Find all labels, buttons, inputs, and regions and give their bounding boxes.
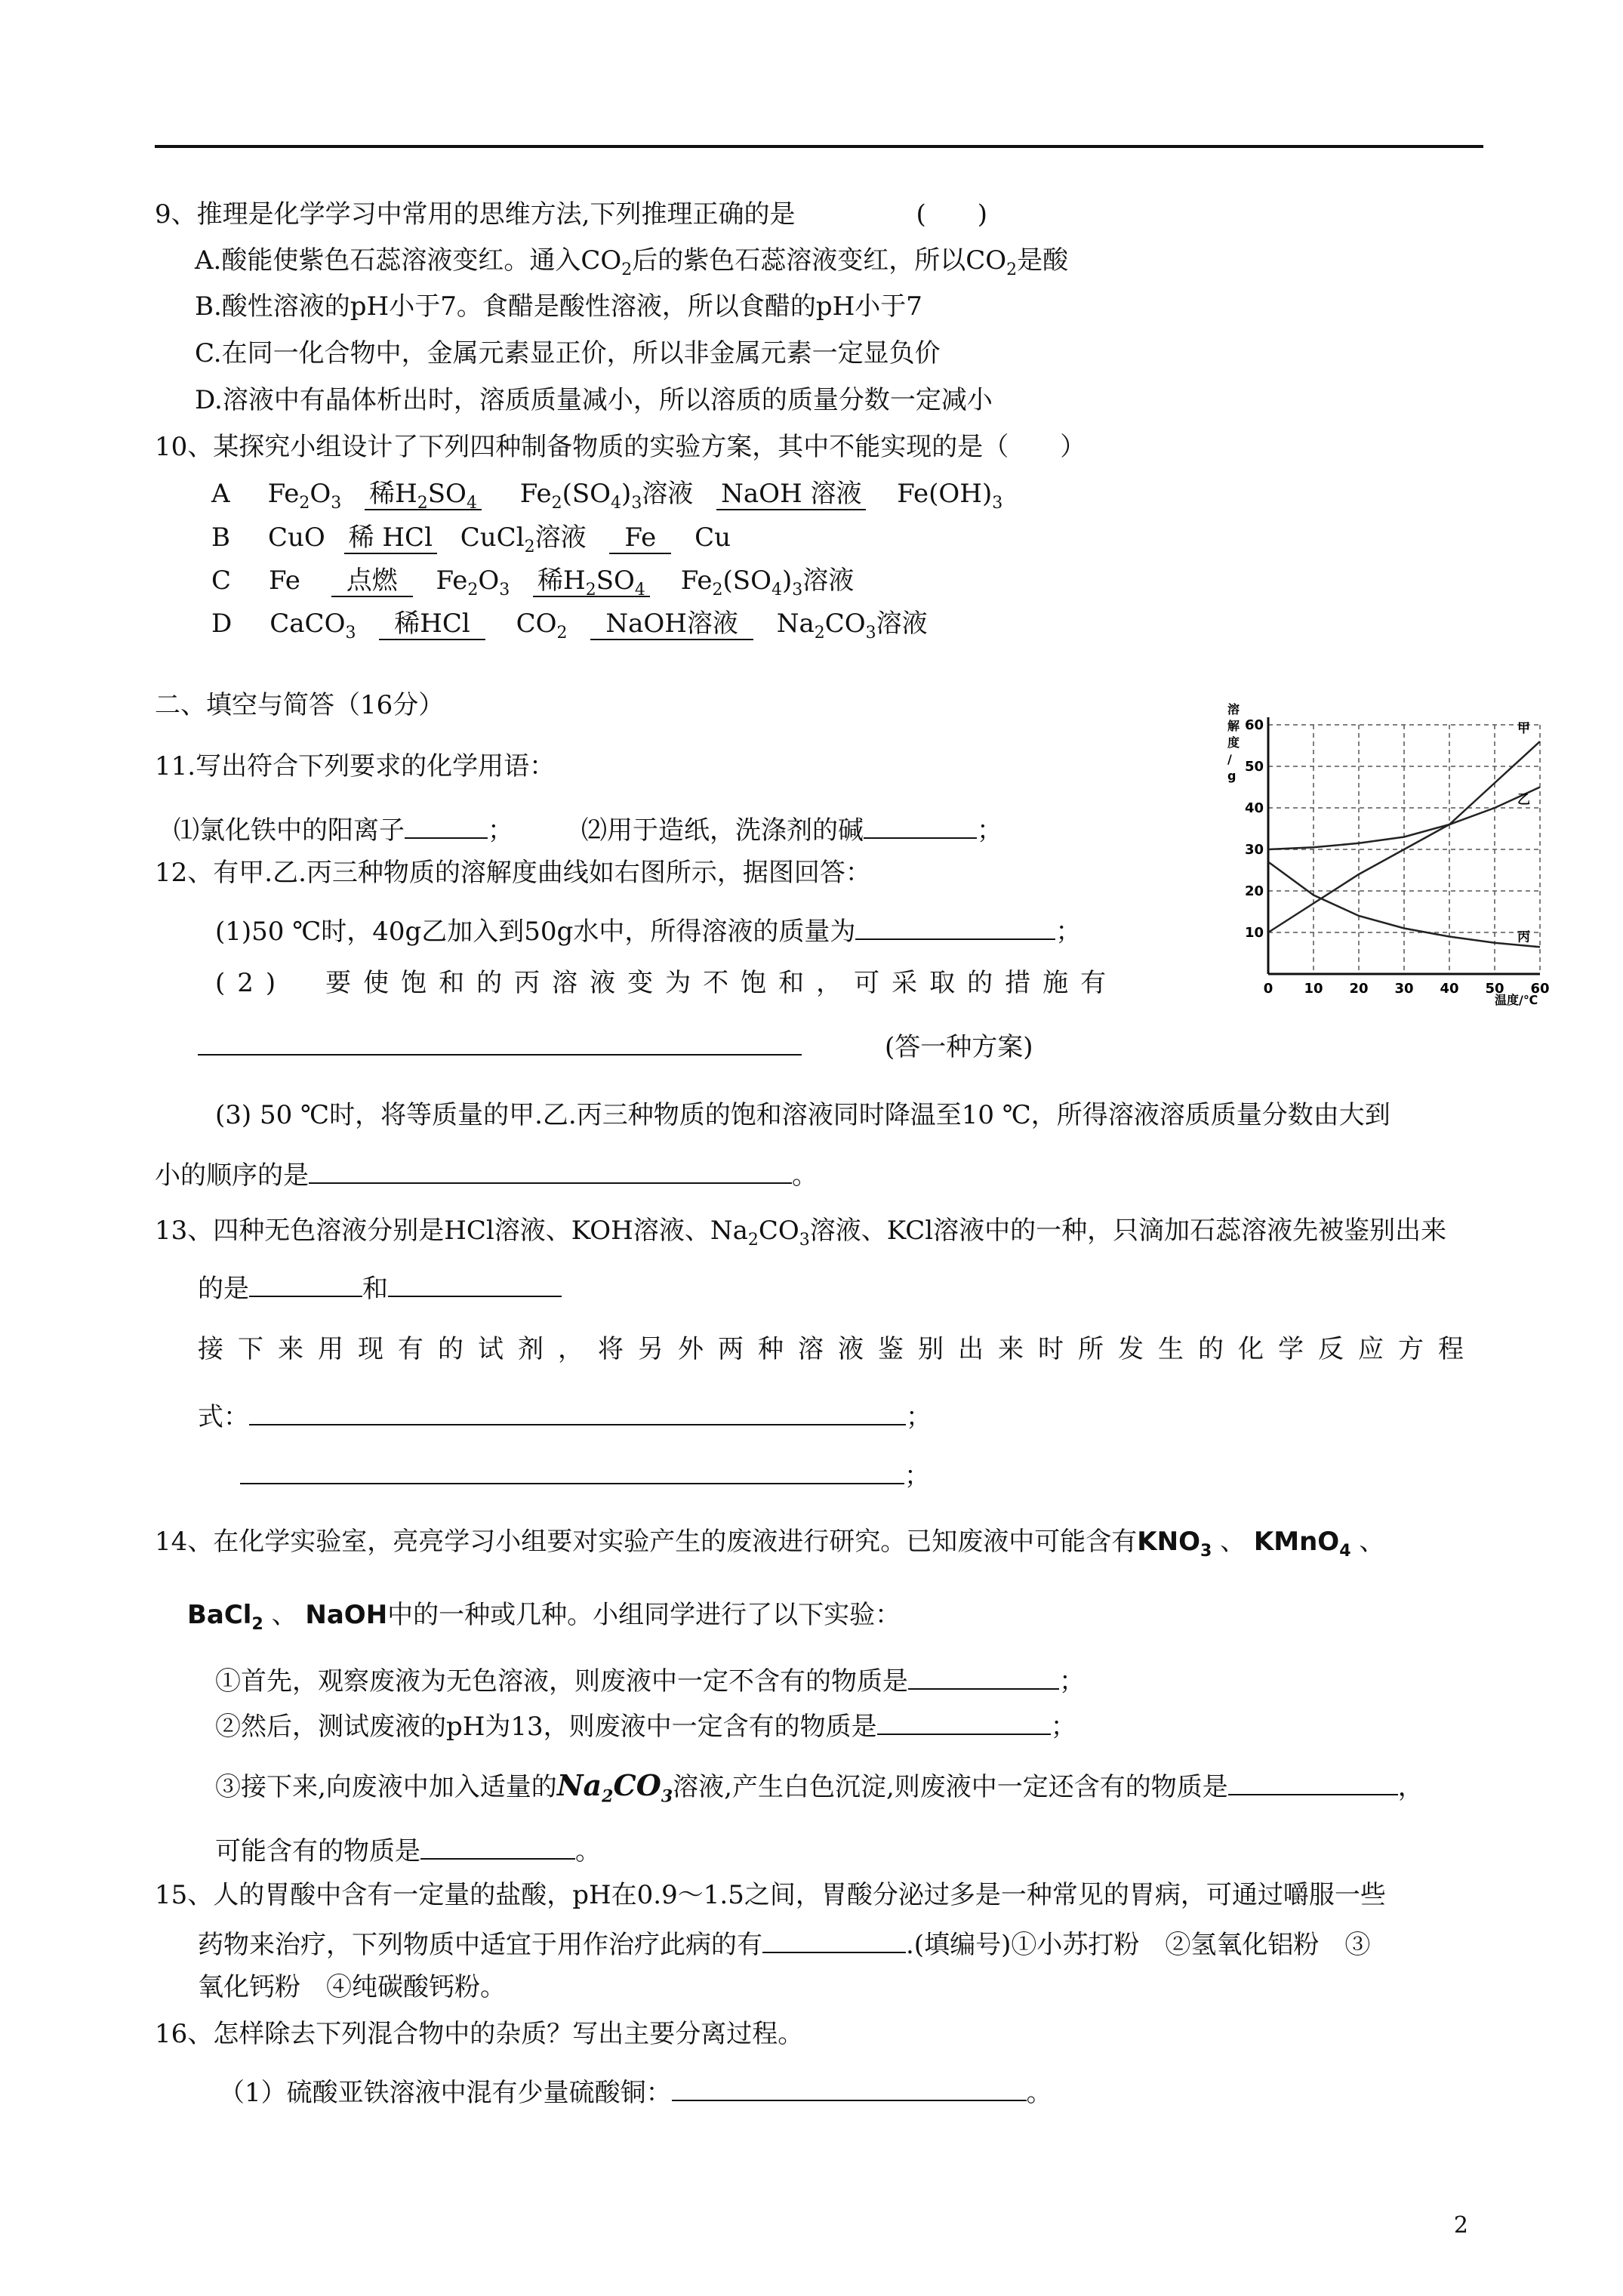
q15-blank[interactable] bbox=[762, 1925, 906, 1953]
q10-stem: 10、某探究小组设计了下列四种制备物质的实验方案，其中不能实现的是（ ） bbox=[155, 432, 1086, 462]
q14-line-1: 14、在化学实验室，亮亮学习小组要对实验产生的废液进行研究。已知废液中可能含有$KNO_3$ 、 KMnO$_4$ 、 bbox=[155, 1527, 1385, 1561]
q9-stem: 9、推理是化学学习中常用的思维方法,下列推理正确的是 ( ) bbox=[155, 199, 987, 230]
x-axis-label: 温度/℃ bbox=[1495, 993, 1538, 1007]
q14-line-2: BaCl$_2$ 、 NaOH中的一种或几种。小组同学进行了以下实验： bbox=[187, 1600, 901, 1634]
y-axis-label: 溶解度/ g bbox=[1227, 702, 1240, 783]
q11-stem: 11.写出符合下列要求的化学用语： bbox=[155, 751, 556, 781]
header-rule bbox=[155, 145, 1483, 148]
x-tick-label: 50 bbox=[1485, 981, 1504, 997]
q12-part-2-answer: (答一种方案) bbox=[198, 1027, 1033, 1064]
q16-part-1: （1）硫酸亚铁溶液中混有少量硫酸铜： 。 bbox=[219, 2073, 1052, 2110]
series-label-2: 丙 bbox=[1517, 929, 1530, 945]
x-tick-label: 30 bbox=[1394, 981, 1414, 997]
q14-step-2: ②然后，测试废液的pH为13，则废液中一定含有的物质是 ； bbox=[215, 1706, 1076, 1743]
y-tick-label: 10 bbox=[1244, 925, 1264, 941]
q9-option-c: C.在同一化合物中，金属元素显正价，所以非金属元素一定显负价 bbox=[195, 338, 941, 368]
q14-step-3: ③接下来,向废液中加入适量的$Na_2CO_3$溶液,产生白色沉淀,则废液中一定还含有的物质是 ， bbox=[215, 1768, 1424, 1807]
q11-parts: ⑴氯化铁中的阳离子 ； ⑵用于造纸，洗涤剂的碱 ； bbox=[174, 810, 1002, 847]
q12-part-3: (3) 50 ℃时，将等质量的甲.乙.丙三种物质的饱和溶液同时降温至10 ℃，所得溶液溶质质量分数由大到 bbox=[215, 1100, 1390, 1130]
q10-option-b: B CuO 稀 HCl CuCl$_2$溶液 Fe Cu bbox=[211, 522, 731, 556]
q13-blank-1[interactable] bbox=[249, 1268, 362, 1297]
q15-line-2: 药物来治疗，下列物质中适宜于用作治疗此病的有 .(填编号)①小苏打粉 ②氢氧化铝粉 ③ bbox=[198, 1925, 1370, 1962]
y-tick-label: 60 bbox=[1244, 717, 1264, 733]
q13-line-2: 的是 和 bbox=[198, 1268, 562, 1305]
q13-line-1: 13、四种无色溶液分别是HCl溶液、KOH溶液、$Na_2CO_3$溶液、KCl溶液中的一种，只滴加石蕊溶液先被鉴别出来 bbox=[155, 1216, 1447, 1250]
q14-blank-1[interactable] bbox=[908, 1661, 1059, 1690]
q14-step-4: 可能含有的物质是 。 bbox=[215, 1831, 601, 1868]
chart-ticks bbox=[1245, 717, 1550, 997]
q12-part-3b: 小的顺序的是 。 bbox=[155, 1155, 818, 1192]
y-tick-label: 40 bbox=[1244, 800, 1264, 816]
q10-option-c: C Fe 点燃 $Fe_2O_3$ 稀$H_2SO_4$ $Fe_2(SO_4)_3$溶液 bbox=[211, 566, 855, 599]
q13-equation-1[interactable] bbox=[249, 1397, 906, 1425]
q14-blank-2[interactable] bbox=[877, 1706, 1051, 1735]
q13-equation-2[interactable] bbox=[240, 1456, 904, 1484]
q12-blank-1[interactable] bbox=[855, 911, 1055, 940]
series-label-1: 乙 bbox=[1517, 792, 1530, 808]
q15-line-3: 氧化钙粉 ④纯碳酸钙粉。 bbox=[198, 1972, 506, 2002]
x-tick-label: 60 bbox=[1530, 981, 1550, 997]
q13-line-3: 接下来用现有的试剂，将另外两种溶液鉴别出来时所发生的化学反应方程 bbox=[198, 1334, 1478, 1364]
q9-option-a: A.酸能使紫色石蕊溶液变红。通入$CO_2$后的紫色石蕊溶液变红，所以$CO_2$是酸 bbox=[195, 245, 1069, 279]
q13-blank-2[interactable] bbox=[388, 1268, 562, 1297]
x-tick-label: 0 bbox=[1263, 981, 1273, 997]
q16-stem: 16、怎样除去下列混合物中的杂质？写出主要分离过程。 bbox=[155, 2019, 804, 2049]
q11-blank-2[interactable] bbox=[864, 810, 977, 839]
q15-line-1: 15、人的胃酸中含有一定量的盐酸，pH在0.9～1.5之间，胃酸分泌过多是一种常见的胃病，可通过嚼服一些 bbox=[155, 1880, 1386, 1910]
q14-blank-4[interactable] bbox=[420, 1831, 575, 1860]
y-tick-label: 50 bbox=[1244, 759, 1264, 775]
x-tick-label: 10 bbox=[1304, 981, 1323, 997]
q14-step-1: ①首先，观察废液为无色溶液，则废液中一定不含有的物质是 ； bbox=[215, 1661, 1085, 1698]
solubility-chart bbox=[1223, 698, 1548, 1008]
q12-part-2: (2) 要使饱和的丙溶液变为不饱和，可采取的措施有 bbox=[215, 968, 1119, 998]
q10-option-d: D CaCO$_3$ 稀HCl $CO_2$ NaOH溶液 $Na_2CO_3$溶液 bbox=[211, 609, 928, 643]
q12-stem: 12、有甲.乙.丙三种物质的溶解度曲线如右图所示，据图回答： bbox=[155, 858, 871, 888]
q9-option-b: B.酸性溶液的pH小于7。食醋是酸性溶液，所以食醋的pH小于7 bbox=[195, 291, 922, 322]
section-2-title: 二、填空与简答（16分） bbox=[155, 690, 445, 720]
series-label-0: 甲 bbox=[1517, 721, 1530, 736]
q13-line-5: ； bbox=[240, 1456, 930, 1493]
q13-line-4: 式： ； bbox=[198, 1397, 932, 1434]
q11-blank-1[interactable] bbox=[405, 810, 488, 839]
q12-blank-3[interactable] bbox=[309, 1155, 792, 1184]
q12-part-1: (1)50 ℃时，40g乙加入到50g水中，所得溶液的质量为 ； bbox=[215, 911, 1081, 948]
q16-blank-1[interactable] bbox=[672, 2073, 1027, 2101]
q10-option-a: A $Fe_2O_3$ 稀$H_2SO_4$ $Fe_2(SO_4)_3$溶液 NaOH 溶液 $Fe(OH)_3$ bbox=[211, 479, 1003, 513]
q14-blank-3[interactable] bbox=[1228, 1767, 1398, 1795]
x-tick-label: 20 bbox=[1349, 981, 1369, 997]
q9-option-d: D.溶液中有晶体析出时，溶质质量减小，所以溶质的质量分数一定减小 bbox=[195, 385, 993, 415]
answer-paren: ( ) bbox=[916, 199, 987, 230]
q12-blank-2[interactable] bbox=[198, 1027, 802, 1056]
page-number: 2 bbox=[1453, 2212, 1468, 2239]
y-tick-label: 20 bbox=[1244, 883, 1264, 899]
x-tick-label: 40 bbox=[1440, 981, 1459, 997]
y-tick-label: 30 bbox=[1244, 842, 1264, 858]
